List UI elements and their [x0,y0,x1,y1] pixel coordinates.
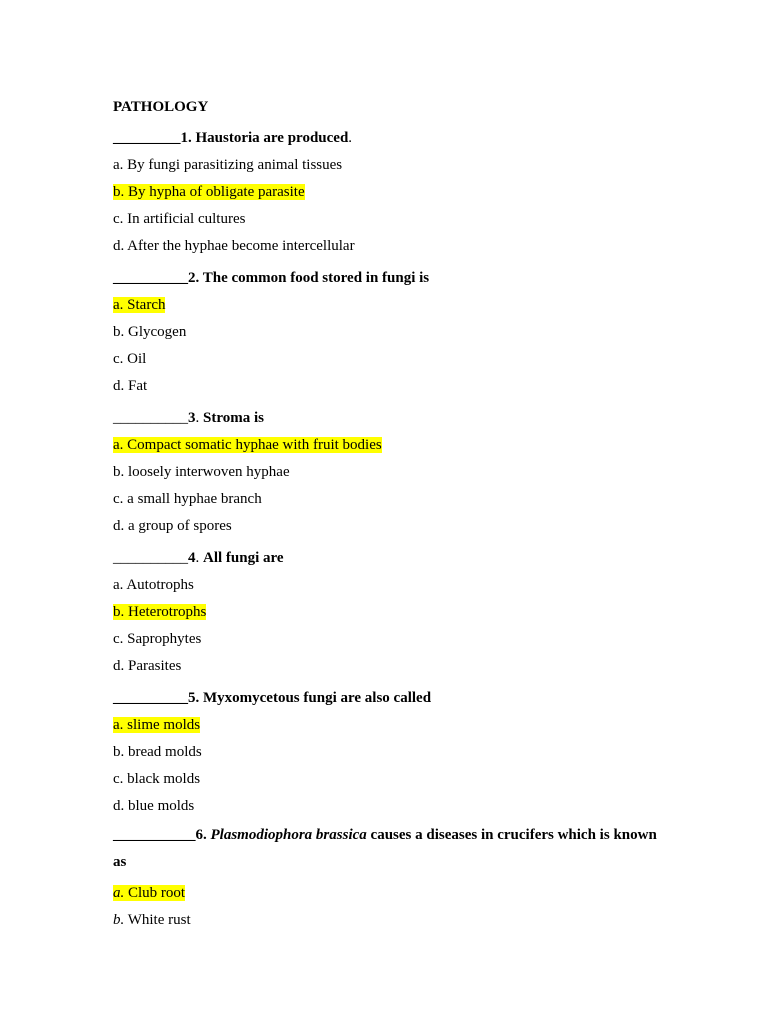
option-4b [113,602,673,622]
option-text-highlighted: b. By hypha of obligate parasite [113,184,305,200]
question-3 [113,408,673,428]
option-3d [113,516,673,536]
question-3-text: Stroma is [203,410,264,426]
option-4a [113,575,673,595]
option-text: d. Parasites [113,658,182,674]
option-6b [113,910,673,930]
option-5c [113,769,673,789]
question-1-period: . [348,130,353,146]
option-text-highlighted: a. Compact somatic hyphae with fruit bodies [113,437,382,453]
option-letter: b. [113,912,125,928]
document-page [113,97,673,930]
option-5a [113,715,673,735]
option-1a [113,155,673,175]
option-1d [113,236,673,256]
option-5d [113,796,673,816]
answer-blank: __________ [113,270,188,286]
option-3b [113,462,673,482]
option-text: d. blue molds [113,798,195,814]
question-2-text: 2. The common food stored in fungi is [188,270,430,286]
option-2c [113,349,673,369]
option-text: a. Autotrophs [113,577,194,593]
option-4d [113,656,673,676]
option-text: c. black molds [113,771,201,787]
option-text: d. Fat [113,378,148,394]
option-text: c. Oil [113,351,147,367]
answer-blank: __________ [113,410,188,426]
option-4c [113,629,673,649]
question-6 [113,822,673,876]
option-1b [113,182,673,202]
option-text: b. bread molds [113,744,202,760]
option-3a [113,435,673,455]
option-text: c. Saprophytes [113,631,202,647]
option-letter: a. [113,885,125,901]
option-text: c. a small hyphae branch [113,491,262,507]
option-text: Club root [124,885,186,901]
option-6a [113,883,673,903]
question-2 [113,268,673,288]
question-3-separator: . [195,410,203,426]
answer-blank: __________ [113,690,188,706]
answer-blank: __________ [113,550,188,566]
option-2b [113,322,673,342]
option-2d [113,376,673,396]
option-text: White rust [124,912,191,928]
question-5 [113,688,673,708]
question-1 [113,128,673,148]
option-text: b. Glycogen [113,324,187,340]
option-text-highlighted: a. slime molds [113,717,201,733]
option-3c [113,489,673,509]
option-text: b. loosely interwoven hyphae [113,464,290,480]
option-text: d. After the hyphae become intercellular [113,238,355,254]
document-title: PATHOLOGY [113,99,209,115]
option-text: d. a group of spores [113,518,232,534]
option-1c [113,209,673,229]
question-6-species: Plasmodiophora brassica [210,827,367,843]
option-text-highlighted: a. Starch [113,297,166,313]
question-4 [113,548,673,568]
question-4-separator: . [195,550,203,566]
option-text-highlighted [113,885,185,901]
option-2a [113,295,673,315]
option-text-highlighted: b. Heterotrophs [113,604,207,620]
question-6-number: 6. [195,827,211,843]
answer-blank: ___________ [113,827,196,843]
question-4-number: 4 [188,550,196,566]
answer-blank: _________ [113,130,181,146]
option-5b [113,742,673,762]
option-text: c. In artificial cultures [113,211,246,227]
question-1-text: 1. Haustoria are produced [180,130,349,146]
question-6-text: causes a diseases in crucifers which is known as [113,827,657,870]
option-text: a. By fungi parasitizing animal tissues [113,157,343,173]
question-3-number: 3 [188,410,196,426]
question-4-text: All fungi are [203,550,284,566]
question-5-text: 5. Myxomycetous fungi are also called [188,690,432,706]
